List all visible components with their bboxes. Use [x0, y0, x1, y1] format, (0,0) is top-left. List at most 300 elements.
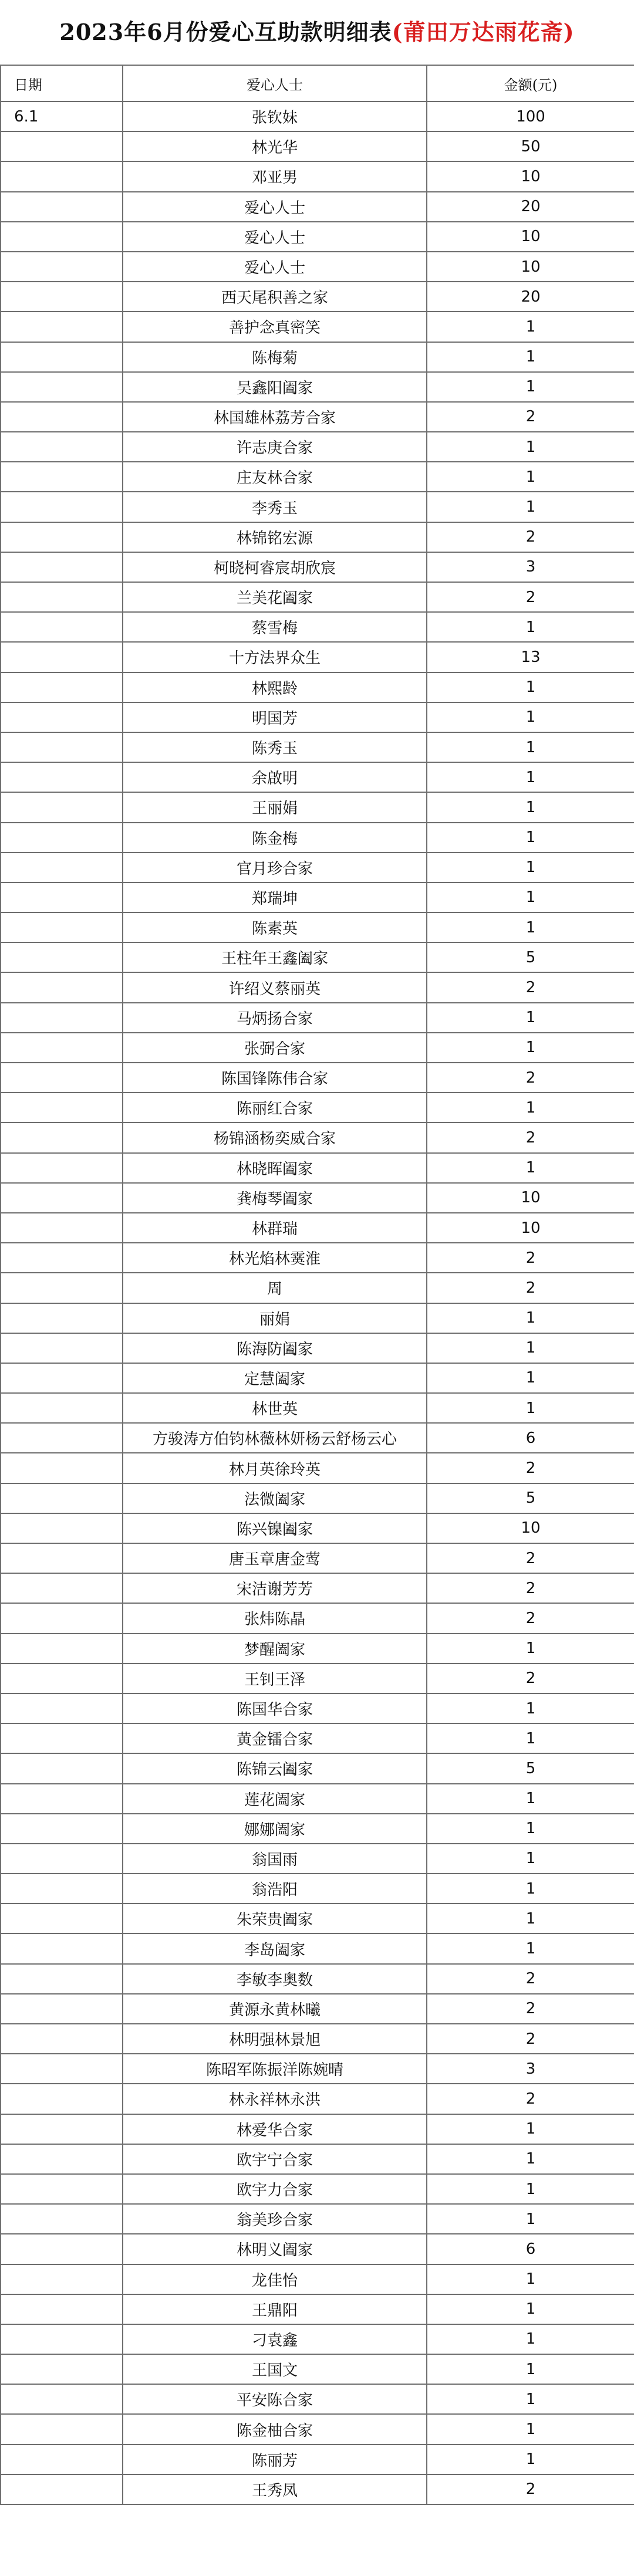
header-donor: 爱心人士 — [123, 65, 427, 102]
row-amount: 2 — [427, 2474, 634, 2504]
table-row — [1, 282, 634, 312]
row-amount: 2 — [427, 972, 634, 1002]
row-date — [1, 2414, 123, 2444]
row-date — [1, 1183, 123, 1213]
row-date — [1, 1814, 123, 1844]
row-date — [1, 252, 123, 282]
row-amount: 1 — [427, 1634, 634, 1664]
row-donor: 陈梅菊 — [123, 342, 427, 372]
row-donor: 爱心人士 — [123, 252, 427, 282]
row-amount: 5 — [427, 1483, 634, 1513]
row-amount: 1 — [427, 1904, 634, 1933]
row-amount: 1 — [427, 732, 634, 762]
row-amount: 2 — [427, 1453, 634, 1483]
table-row — [1, 2264, 634, 2294]
row-amount: 2 — [427, 582, 634, 612]
row-amount: 1 — [427, 2114, 634, 2144]
row-donor: 蔡雪梅 — [123, 612, 427, 642]
row-donor: 许绍义蔡丽英 — [123, 972, 427, 1002]
row-date — [1, 972, 123, 1002]
row-amount: 1 — [427, 612, 634, 642]
row-amount: 50 — [427, 131, 634, 161]
row-date — [1, 1063, 123, 1093]
table-row — [1, 1904, 634, 1933]
row-amount: 1 — [427, 2174, 634, 2204]
row-donor: 林爱华合家 — [123, 2114, 427, 2144]
row-donor: 林锦铭宏源 — [123, 522, 427, 552]
row-donor: 龙佳怡 — [123, 2264, 427, 2294]
row-date — [1, 1844, 123, 1874]
row-amount: 1 — [427, 1784, 634, 1814]
row-donor: 林群瑞 — [123, 1213, 427, 1243]
row-amount: 1 — [427, 2354, 634, 2384]
title-main: 2023年6月份爱心互助款明细表 — [59, 19, 392, 45]
row-date — [1, 1723, 123, 1753]
row-date — [1, 1003, 123, 1033]
page-title — [0, 0, 634, 65]
row-date — [1, 2354, 123, 2384]
row-amount: 10 — [427, 1183, 634, 1213]
row-date — [1, 2294, 123, 2324]
row-amount: 1 — [427, 1693, 634, 1723]
row-date — [1, 2445, 123, 2474]
row-date — [1, 1243, 123, 1273]
row-donor: 方骏涛方伯钧林薇林妍杨云舒杨云心 — [123, 1423, 427, 1453]
row-amount: 1 — [427, 1003, 634, 1033]
row-donor: 林世英 — [123, 1393, 427, 1423]
row-amount: 2 — [427, 1063, 634, 1093]
row-date — [1, 702, 123, 732]
row-amount: 10 — [427, 222, 634, 252]
row-amount: 1 — [427, 853, 634, 883]
table-row — [1, 582, 634, 612]
row-amount: 10 — [427, 1213, 634, 1243]
table-row — [1, 883, 634, 912]
table-row — [1, 732, 634, 762]
row-amount: 2 — [427, 1994, 634, 2024]
row-date — [1, 1664, 123, 1693]
row-amount: 2 — [427, 1573, 634, 1603]
row-date — [1, 1603, 123, 1633]
row-donor: 杨锦涵杨奕威合家 — [123, 1123, 427, 1152]
table-row — [1, 853, 634, 883]
table-row — [1, 372, 634, 402]
row-date — [1, 1994, 123, 2024]
row-date — [1, 1423, 123, 1453]
row-amount: 2 — [427, 1543, 634, 1573]
row-date — [1, 492, 123, 522]
title-accent: (莆田万达雨花斋) — [392, 19, 575, 45]
table-row — [1, 1453, 634, 1483]
row-date — [1, 312, 123, 342]
row-donor: 西天尾积善之家 — [123, 282, 427, 312]
row-amount: 1 — [427, 672, 634, 702]
table-row — [1, 1063, 634, 1093]
row-date — [1, 1363, 123, 1393]
row-donor: 林明强林景旭 — [123, 2024, 427, 2054]
table-row — [1, 1874, 634, 1904]
row-donor: 邓亚男 — [123, 161, 427, 191]
row-donor: 陈国华合家 — [123, 1693, 427, 1723]
row-donor: 莲花阖家 — [123, 1784, 427, 1814]
table-row — [1, 1123, 634, 1152]
row-amount: 1 — [427, 312, 634, 342]
table-row — [1, 1664, 634, 1693]
row-donor: 王国文 — [123, 2354, 427, 2384]
table-row — [1, 2084, 634, 2114]
table-row — [1, 2445, 634, 2474]
row-donor: 王秀凤 — [123, 2474, 427, 2504]
row-donor: 马炳扬合家 — [123, 1003, 427, 1033]
table-row — [1, 552, 634, 582]
row-date — [1, 1303, 123, 1333]
row-amount: 1 — [427, 883, 634, 912]
table-row — [1, 702, 634, 732]
row-donor: 兰美花阖家 — [123, 582, 427, 612]
row-date — [1, 1093, 123, 1123]
row-date — [1, 762, 123, 792]
row-amount: 1 — [427, 492, 634, 522]
row-amount: 1 — [427, 462, 634, 492]
row-donor: 林月英徐玲英 — [123, 1453, 427, 1483]
row-amount: 2 — [427, 1964, 634, 1994]
row-amount: 5 — [427, 1753, 634, 1783]
row-donor: 林国雄林荔芳合家 — [123, 402, 427, 432]
row-date — [1, 883, 123, 912]
row-date — [1, 372, 123, 402]
row-date — [1, 853, 123, 883]
row-amount: 1 — [427, 823, 634, 853]
row-date — [1, 1393, 123, 1423]
table-row — [1, 1483, 634, 1513]
row-donor: 王鼎阳 — [123, 2294, 427, 2324]
row-donor: 陈昭军陈振洋陈婉晴 — [123, 2054, 427, 2084]
row-donor: 陈素英 — [123, 912, 427, 942]
row-date — [1, 912, 123, 942]
row-date — [1, 2474, 123, 2504]
table-row — [1, 972, 634, 1002]
row-donor: 李秀玉 — [123, 492, 427, 522]
row-donor: 庄友林合家 — [123, 462, 427, 492]
row-amount: 2 — [427, 2024, 634, 2054]
table-row — [1, 252, 634, 282]
row-amount: 1 — [427, 432, 634, 462]
row-donor: 陈秀玉 — [123, 732, 427, 762]
row-date — [1, 1513, 123, 1543]
row-amount: 2 — [427, 1664, 634, 1693]
table-row — [1, 1573, 634, 1603]
table-row — [1, 1003, 634, 1033]
row-date — [1, 2384, 123, 2414]
table-row — [1, 1423, 634, 1453]
row-donor: 陈国锋陈伟合家 — [123, 1063, 427, 1093]
row-donor: 平安陈合家 — [123, 2384, 427, 2414]
table-row — [1, 432, 634, 462]
row-donor: 林光华 — [123, 131, 427, 161]
row-date — [1, 2024, 123, 2054]
row-date — [1, 642, 123, 672]
table-row — [1, 2234, 634, 2264]
row-donor: 林明义阖家 — [123, 2234, 427, 2264]
row-donor: 欧宇力合家 — [123, 2174, 427, 2204]
row-amount: 1 — [427, 1723, 634, 1753]
row-donor: 爱心人士 — [123, 222, 427, 252]
table-row — [1, 1603, 634, 1633]
table-row — [1, 222, 634, 252]
table-row — [1, 792, 634, 822]
row-amount: 2 — [427, 2084, 634, 2114]
row-donor: 宋洁谢芳芳 — [123, 1573, 427, 1603]
row-amount: 1 — [427, 1303, 634, 1333]
row-amount: 3 — [427, 552, 634, 582]
row-date — [1, 2114, 123, 2144]
row-date — [1, 1153, 123, 1183]
table-row — [1, 1273, 634, 1303]
row-date — [1, 161, 123, 191]
donation-table — [0, 65, 634, 2505]
row-amount: 3 — [427, 2054, 634, 2084]
row-date — [1, 1933, 123, 1963]
row-amount: 10 — [427, 252, 634, 282]
table-row — [1, 1753, 634, 1783]
table-header-row — [1, 65, 634, 102]
row-donor: 王柱年王鑫阖家 — [123, 942, 427, 972]
table-row — [1, 2114, 634, 2144]
table-row — [1, 2354, 634, 2384]
table-row — [1, 462, 634, 492]
row-donor: 爱心人士 — [123, 192, 427, 222]
row-date — [1, 282, 123, 312]
row-amount: 1 — [427, 2204, 634, 2234]
row-donor: 十方法界众生 — [123, 642, 427, 672]
row-date — [1, 1904, 123, 1933]
table-row — [1, 2474, 634, 2504]
row-amount: 1 — [427, 1153, 634, 1183]
row-date — [1, 1483, 123, 1513]
row-date — [1, 942, 123, 972]
table-row — [1, 2174, 634, 2204]
table-row — [1, 492, 634, 522]
table-row — [1, 1303, 634, 1333]
row-amount: 1 — [427, 2384, 634, 2414]
row-donor: 法微阖家 — [123, 1483, 427, 1513]
row-date — [1, 1333, 123, 1363]
table-row — [1, 1723, 634, 1753]
table-row — [1, 672, 634, 702]
table-row — [1, 1093, 634, 1123]
table-row — [1, 2414, 634, 2444]
table-row — [1, 1784, 634, 1814]
row-donor: 朱荣贵阖家 — [123, 1904, 427, 1933]
row-donor: 许志庚合家 — [123, 432, 427, 462]
row-amount: 2 — [427, 1243, 634, 1273]
row-donor: 陈丽芳 — [123, 2445, 427, 2474]
table-row — [1, 1393, 634, 1423]
row-donor: 梦醒阖家 — [123, 1634, 427, 1664]
row-date — [1, 192, 123, 222]
row-amount: 1 — [427, 2294, 634, 2324]
row-donor: 柯晓柯睿宸胡欣宸 — [123, 552, 427, 582]
table-row — [1, 1933, 634, 1963]
row-amount: 1 — [427, 2414, 634, 2444]
table-row — [1, 1814, 634, 1844]
row-amount: 1 — [427, 2144, 634, 2174]
row-date — [1, 2054, 123, 2084]
row-amount: 100 — [427, 102, 634, 131]
row-date — [1, 522, 123, 552]
row-date — [1, 1753, 123, 1783]
table-row — [1, 1363, 634, 1393]
row-amount: 1 — [427, 372, 634, 402]
table-row — [1, 312, 634, 342]
table-row — [1, 2024, 634, 2054]
row-amount: 1 — [427, 1033, 634, 1063]
table-row — [1, 912, 634, 942]
table-row — [1, 762, 634, 792]
row-amount: 10 — [427, 1513, 634, 1543]
row-donor: 林光焰林霙淮 — [123, 1243, 427, 1273]
row-date — [1, 612, 123, 642]
table-row — [1, 2204, 634, 2234]
row-amount: 2 — [427, 402, 634, 432]
row-amount: 1 — [427, 342, 634, 372]
row-donor: 黄源永黄林曦 — [123, 1994, 427, 2024]
row-date — [1, 222, 123, 252]
row-date — [1, 1634, 123, 1664]
row-amount: 1 — [427, 912, 634, 942]
row-donor: 丽娟 — [123, 1303, 427, 1333]
row-date — [1, 402, 123, 432]
table-row — [1, 402, 634, 432]
row-date — [1, 1213, 123, 1243]
row-date — [1, 823, 123, 853]
row-donor: 娜娜阖家 — [123, 1814, 427, 1844]
row-date — [1, 1453, 123, 1483]
row-amount: 5 — [427, 942, 634, 972]
row-donor: 唐玉章唐金莺 — [123, 1543, 427, 1573]
row-date — [1, 2264, 123, 2294]
row-donor: 郑瑞坤 — [123, 883, 427, 912]
row-date — [1, 2324, 123, 2354]
table-row — [1, 131, 634, 161]
row-date — [1, 342, 123, 372]
row-amount: 1 — [427, 702, 634, 732]
row-donor: 翁国雨 — [123, 1844, 427, 1874]
row-amount: 2 — [427, 1273, 634, 1303]
row-donor: 黄金镭合家 — [123, 1723, 427, 1753]
header-amount: 金额(元) — [427, 65, 634, 102]
row-donor: 王丽娟 — [123, 792, 427, 822]
row-donor: 官月珍合家 — [123, 853, 427, 883]
header-date: 日期 — [1, 65, 123, 102]
row-date — [1, 2234, 123, 2264]
row-donor: 陈金柚合家 — [123, 2414, 427, 2444]
row-amount: 1 — [427, 762, 634, 792]
row-date — [1, 1573, 123, 1603]
row-donor: 善护念真密笑 — [123, 312, 427, 342]
row-amount: 1 — [427, 1093, 634, 1123]
table-row — [1, 612, 634, 642]
row-donor: 吴鑫阳阖家 — [123, 372, 427, 402]
row-date — [1, 462, 123, 492]
row-amount: 1 — [427, 2445, 634, 2474]
row-date — [1, 552, 123, 582]
table-row — [1, 102, 634, 131]
table-row — [1, 1693, 634, 1723]
table-row — [1, 1634, 634, 1664]
table-row — [1, 1994, 634, 2024]
row-donor: 林熙龄 — [123, 672, 427, 702]
row-date — [1, 432, 123, 462]
row-donor: 陈锦云阖家 — [123, 1753, 427, 1783]
row-amount: 2 — [427, 522, 634, 552]
table-row — [1, 1333, 634, 1363]
table-row — [1, 192, 634, 222]
table-row — [1, 1153, 634, 1183]
table-row — [1, 2384, 634, 2414]
row-donor: 林永祥林永洪 — [123, 2084, 427, 2114]
row-donor: 刁袁鑫 — [123, 2324, 427, 2354]
row-amount: 10 — [427, 161, 634, 191]
row-donor: 陈兴镍阖家 — [123, 1513, 427, 1543]
table-row — [1, 1543, 634, 1573]
row-date — [1, 1784, 123, 1814]
table-row — [1, 1213, 634, 1243]
row-donor: 李敏李奥数 — [123, 1964, 427, 1994]
row-donor: 张弼合家 — [123, 1033, 427, 1063]
table-row — [1, 1964, 634, 1994]
row-amount: 1 — [427, 1814, 634, 1844]
row-date — [1, 1033, 123, 1063]
table-row — [1, 1033, 634, 1063]
row-donor: 龚梅琴阖家 — [123, 1183, 427, 1213]
row-amount: 2 — [427, 1603, 634, 1633]
table-row — [1, 522, 634, 552]
table-row — [1, 2294, 634, 2324]
row-amount: 1 — [427, 1933, 634, 1963]
row-date — [1, 1693, 123, 1723]
row-date — [1, 732, 123, 762]
row-date — [1, 2144, 123, 2174]
row-amount: 20 — [427, 282, 634, 312]
row-date — [1, 672, 123, 702]
table-row — [1, 1183, 634, 1213]
row-date — [1, 1273, 123, 1303]
row-donor: 张炜陈晶 — [123, 1603, 427, 1633]
row-donor: 陈海防阖家 — [123, 1333, 427, 1363]
row-donor: 陈丽红合家 — [123, 1093, 427, 1123]
row-amount: 1 — [427, 1874, 634, 1904]
row-amount: 2 — [427, 1123, 634, 1152]
row-donor: 林晓晖阖家 — [123, 1153, 427, 1183]
row-date — [1, 1874, 123, 1904]
row-date — [1, 2174, 123, 2204]
row-date — [1, 582, 123, 612]
row-date — [1, 792, 123, 822]
table-row — [1, 942, 634, 972]
table-row — [1, 2144, 634, 2174]
row-donor: 翁美珍合家 — [123, 2204, 427, 2234]
table-row — [1, 642, 634, 672]
row-date — [1, 1543, 123, 1573]
row-amount: 1 — [427, 2264, 634, 2294]
row-donor: 欧宇宁合家 — [123, 2144, 427, 2174]
row-amount: 1 — [427, 2324, 634, 2354]
row-donor: 余啟明 — [123, 762, 427, 792]
row-donor: 李岛阖家 — [123, 1933, 427, 1963]
row-donor: 王钊王泽 — [123, 1664, 427, 1693]
row-amount: 6 — [427, 1423, 634, 1453]
